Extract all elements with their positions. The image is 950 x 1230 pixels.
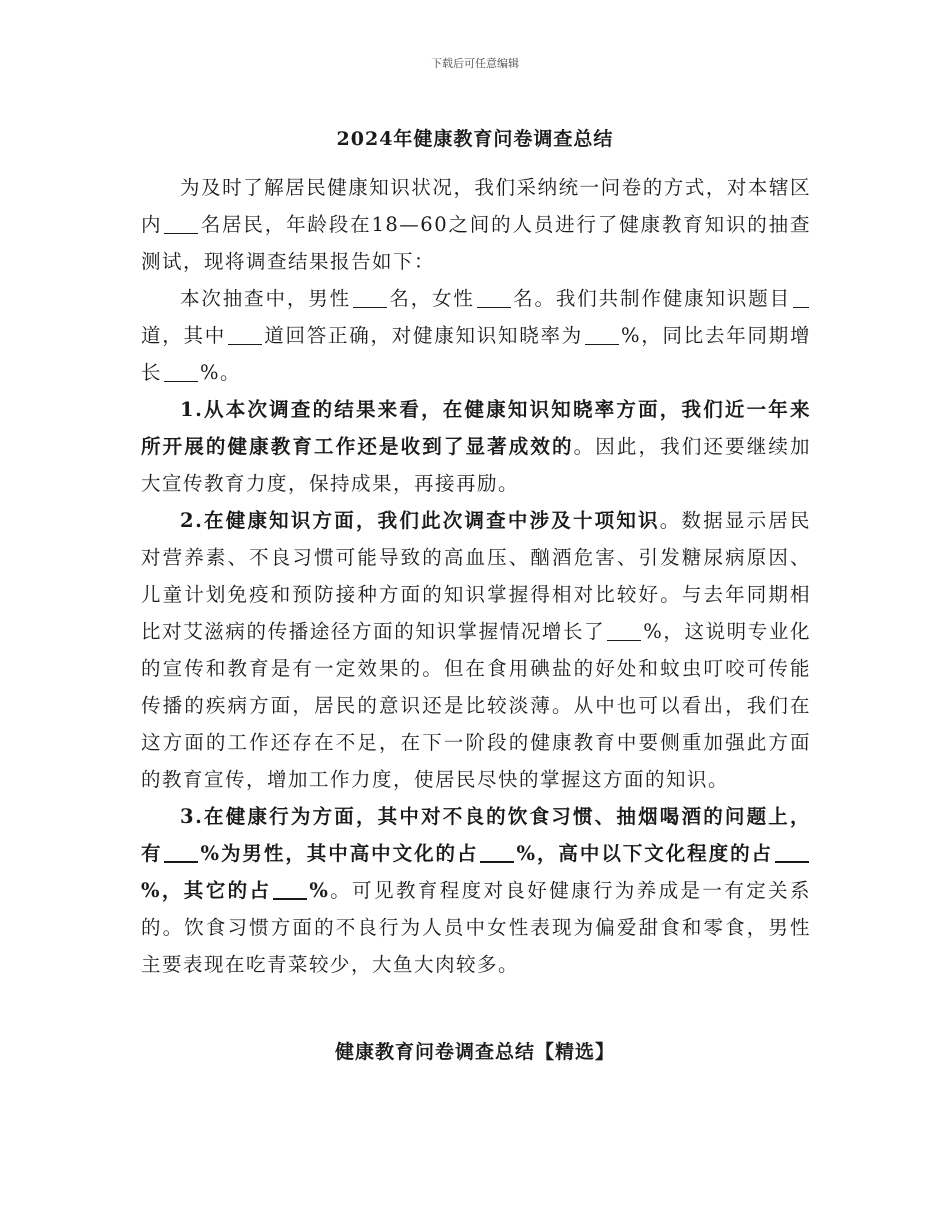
sampling-text-a: 本次抽查中，男性 <box>180 287 351 310</box>
sampling-text-f: %，同比去年同期增长 <box>141 324 811 384</box>
fill-blank <box>353 288 387 309</box>
sampling-text-e: 道回答正确，对健康知识知晓率为 <box>264 324 583 347</box>
point-2-text-a: 。数据显示居民对营养素、不良习惯可能导致的高血压、酗酒危害、引发糖尿病原因、儿童计划免疫和预防接种方面的知识掌握得相对比较好。与去年同期相比对艾滋病的传播途径方面的知识掌握情况增长了 <box>141 509 811 643</box>
paragraph-sampling <box>141 280 811 391</box>
sampling-text-g: %。 <box>200 361 242 384</box>
fill-blank <box>164 842 198 864</box>
paragraph-point-2 <box>141 502 811 798</box>
fill-blank <box>480 842 514 864</box>
sampling-text-b: 名，女性 <box>388 287 475 310</box>
fill-blank <box>273 879 307 901</box>
point-3-text: 。可见教育程度对良好健康行为养成是一有定关系的。饮食习惯方面的不良行为人员中女性表现为偏爱甜食和零食，男性主要表现在吃青菜较少，大鱼大肉较多。 <box>141 879 811 976</box>
point-2-text-b: %，这说明专业化的宣传和教育是有一定效果的。但在食用碘盐的好处和蚊虫叮咬可传能传播的疾病方面，居民的意识还是比较淡薄。从中也可以看出，我们在这方面的工作还存在不足，在下一阶段的健康教育中要侧重加强此方面的教育宣传，增加工作力度，使居民尽快的掌握这方面的知识。 <box>141 620 811 791</box>
fill-blank <box>164 214 198 235</box>
fill-blank <box>793 288 809 309</box>
fill-blank <box>607 621 641 642</box>
sampling-text-d: 道，其中 <box>141 324 226 347</box>
point-3-heading-d: %，其它的占 <box>141 879 272 902</box>
paragraph-intro <box>141 169 811 280</box>
fill-blank <box>164 362 198 383</box>
fill-blank <box>228 325 262 346</box>
fill-blank <box>585 325 619 346</box>
sampling-text-c: 名。我们共制作健康知识题目 <box>512 287 791 310</box>
intro-text-a: 为及时了解居民健康知识状况，我们采纳统一问卷的方式，对本辖区内 <box>141 176 811 236</box>
header-note: 下载后可任意编辑 <box>431 57 519 70</box>
point-3-heading-a: 3.在健康行为方面，其中对不良的饮食习惯、抽烟喝酒的问题上，有 <box>141 805 811 865</box>
point-2-heading: 2.在健康知识方面，我们此次调查中涉及十项知识 <box>180 509 660 532</box>
document-body <box>141 169 811 983</box>
fill-blank <box>477 288 511 309</box>
point-1-text: 。因此，我们还要继续加大宣传教育力度，保持成果，再接再励。 <box>141 435 811 495</box>
point-3-heading-e: % <box>309 879 330 902</box>
document-title: 2024年健康教育问卷调查总结 <box>336 128 614 150</box>
fill-blank <box>775 842 809 864</box>
section-subtitle: 健康教育问卷调查总结【精选】 <box>334 1041 615 1063</box>
paragraph-point-3 <box>141 798 811 983</box>
point-1-heading: 1.从本次调查的结果来看，在健康知识知晓率方面，我们近一年来所开展的健康教育工作还是收到了显著成效的 <box>141 398 811 458</box>
point-3-heading-c: %，高中以下文化程度的占 <box>516 842 774 865</box>
point-3-heading-b: %为男性，其中高中文化的占 <box>200 842 479 865</box>
paragraph-point-1 <box>141 391 811 502</box>
intro-text-b: 名居民，年龄段在18—60之间的人员进行了健康教育知识的抽查测试，现将调查结果报告如下： <box>141 213 811 273</box>
